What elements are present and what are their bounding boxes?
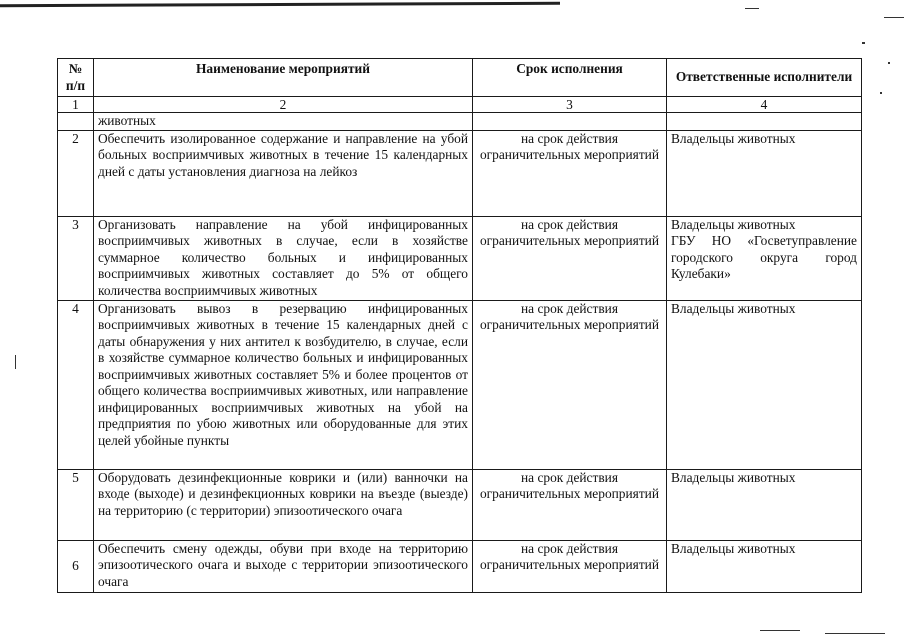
row-name: Организовать вывоз в резервацию инфицированных восприимчивых животных в течение 15 календарных дней с даты обнаружения у них антител к возбудителю, в случае, если в хозяйстве суммарное количество больных и инфицированных восприимчивых животных составляет 5% и более процентов от общего количества восприимчивых животных, или направление инфицированных восприимчивых животных на убой на предприятия по убою животных или оборудованные для этих целей убойные пункты [94,300,473,469]
scan-artifact-bar [0,2,560,7]
header-name: Наименование мероприятий [94,59,473,97]
row-name: Организовать направление на убой инфицированных восприимчивых животных в случае, если в хозяйстве суммарное количество больных и инфицированных восприимчивых животных составляет до 5% от общего количества восприимчивых животных [94,216,473,300]
responsible-secondary: ГБУ НО «Госветуправление городского округа город Кулебаки» [671,233,857,281]
header-row [58,59,862,97]
row-term: на срок действия ограничительных мероприятий [473,216,667,300]
row-num: 4 [58,300,94,469]
row-num: 6 [58,540,94,592]
responsible-primary: Владельцы животных [671,216,796,232]
row-responsible: Владельцы животных [667,130,862,216]
column-number: 2 [94,97,473,113]
row-responsible [667,113,862,131]
row-responsible: Владельцы животных [667,300,862,469]
scan-artifact-dot [760,630,800,631]
continuation-text: животных [94,113,473,131]
row-num [58,113,94,131]
row-term: на срок действия ограничительных мероприятий [473,469,667,540]
table-row [58,216,862,300]
scan-artifact-dot [884,17,904,18]
row-name: Обеспечить изолированное содержание и направление на убой больных восприимчивых животных в течение 15 календарных дней с даты установления диагноза на лейкоз [94,130,473,216]
header-responsible: Ответственные исполнители [667,59,862,97]
measures-table [57,58,862,593]
scan-artifact-dot [862,42,865,44]
scan-artifact-dot [825,633,885,634]
row-responsible: Владельцы животных [667,469,862,540]
row-num: 5 [58,469,94,540]
scan-artifact-dot [15,355,16,369]
table-row-continuation [58,113,862,131]
row-term: на срок действия ограничительных мероприятий [473,130,667,216]
scan-artifact-dot [880,92,882,94]
scan-artifact-dot [745,8,759,9]
row-name: Обеспечить смену одежды, обуви при входе на территорию эпизоотического очага и выходе с территории эпизоотического очага [94,540,473,592]
column-number-row [58,97,862,113]
table-row [58,130,862,216]
column-number: 3 [473,97,667,113]
row-responsible [667,216,862,300]
row-responsible: Владельцы животных [667,540,862,592]
table-row [58,469,862,540]
column-number: 1 [58,97,94,113]
row-name: Оборудовать дезинфекционные коврики и (или) ванночки на входе (выходе) и дезинфекционных коврики на въезде (выезде) на территорию (с территории) эпизоотического очага [94,469,473,540]
table-row [58,300,862,469]
row-term: на срок действия ограничительных мероприятий [473,300,667,469]
header-term: Срок исполнения [473,59,667,97]
row-num: 2 [58,130,94,216]
column-number: 4 [667,97,862,113]
row-term [473,113,667,131]
table-row [58,540,862,592]
scan-artifact-dot [888,62,890,64]
row-num: 3 [58,216,94,300]
row-term: на срок действия ограничительных мероприятий [473,540,667,592]
header-num: № п/п [58,59,94,97]
